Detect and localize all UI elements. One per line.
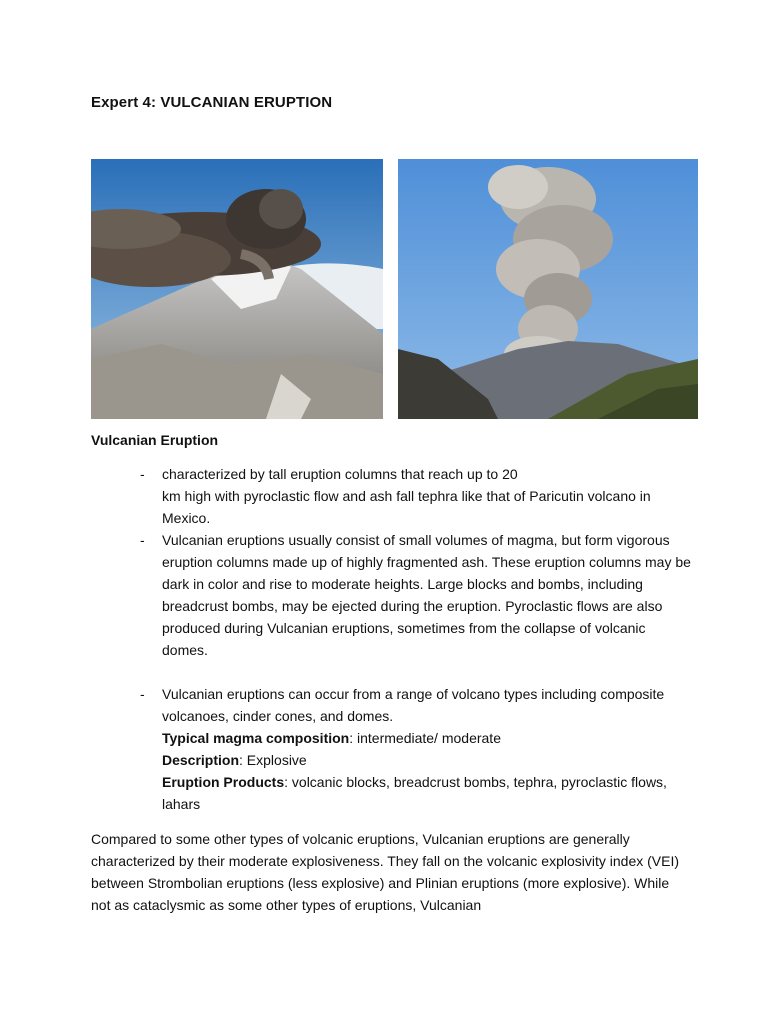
bullet-text: characterized by tall eruption columns that reach up to 20 xyxy=(162,466,518,482)
products-value: : volcanic blocks, breadcrust bombs, tephra, pyroclastic flows, lahars xyxy=(162,774,667,812)
bullet-text: Vulcanian eruptions can occur from a range of volcano types including composite volcanoes, cinder cones, and domes. xyxy=(162,686,665,724)
page-title: Expert 4: VULCANIAN ERUPTION xyxy=(91,94,333,111)
closing-paragraph: Compared to some other types of volcanic eruptions, Vulcanian eruptions are generally characterized by their moderate explosiveness. They fall on the volcanic explosivity index (VEI) between Strombolian eruptions (less explosive) and Plinian eruptions (more explosive). While not as cataclysmic as some other types of eruptions, Vulcanian xyxy=(91,831,680,913)
section-heading: Vulcanian Eruption xyxy=(91,432,219,448)
bullet-dash: - xyxy=(140,532,145,548)
magma-composition-line xyxy=(162,727,691,749)
eruption-photo-left xyxy=(91,159,383,419)
bullet-dash: - xyxy=(140,686,145,702)
magma-value: : intermediate/ moderate xyxy=(349,730,501,746)
bullet-list xyxy=(91,463,691,815)
bullet-text: Vulcanian eruptions usually consist of small volumes of magma, but form vigorous eruption columns made up of highly fragmented ash. These eruption columns may be dark in color and rise to moderate heights. Large blocks and bombs, including breadcrust bombs, may be ejected during the eruption. Pyroclastic flows are also produced during Vulcanian eruptions, sometimes from the collapse of volcanic domes. xyxy=(162,532,691,658)
description-line xyxy=(162,749,691,771)
eruption-photo-right xyxy=(398,159,698,419)
list-item xyxy=(91,683,691,815)
bullet-text: km high with pyroclastic flow and ash fall tephra like that of Paricutin volcano in Mexico. xyxy=(162,488,651,526)
eruption-products-line xyxy=(162,771,691,815)
list-item xyxy=(91,529,691,661)
magma-label: Typical magma composition xyxy=(162,730,350,746)
bullet-dash: - xyxy=(140,466,145,482)
products-label: Eruption Products xyxy=(162,774,285,790)
list-item xyxy=(91,463,691,529)
description-label: Description xyxy=(162,752,240,768)
description-value: : Explosive xyxy=(239,752,307,768)
